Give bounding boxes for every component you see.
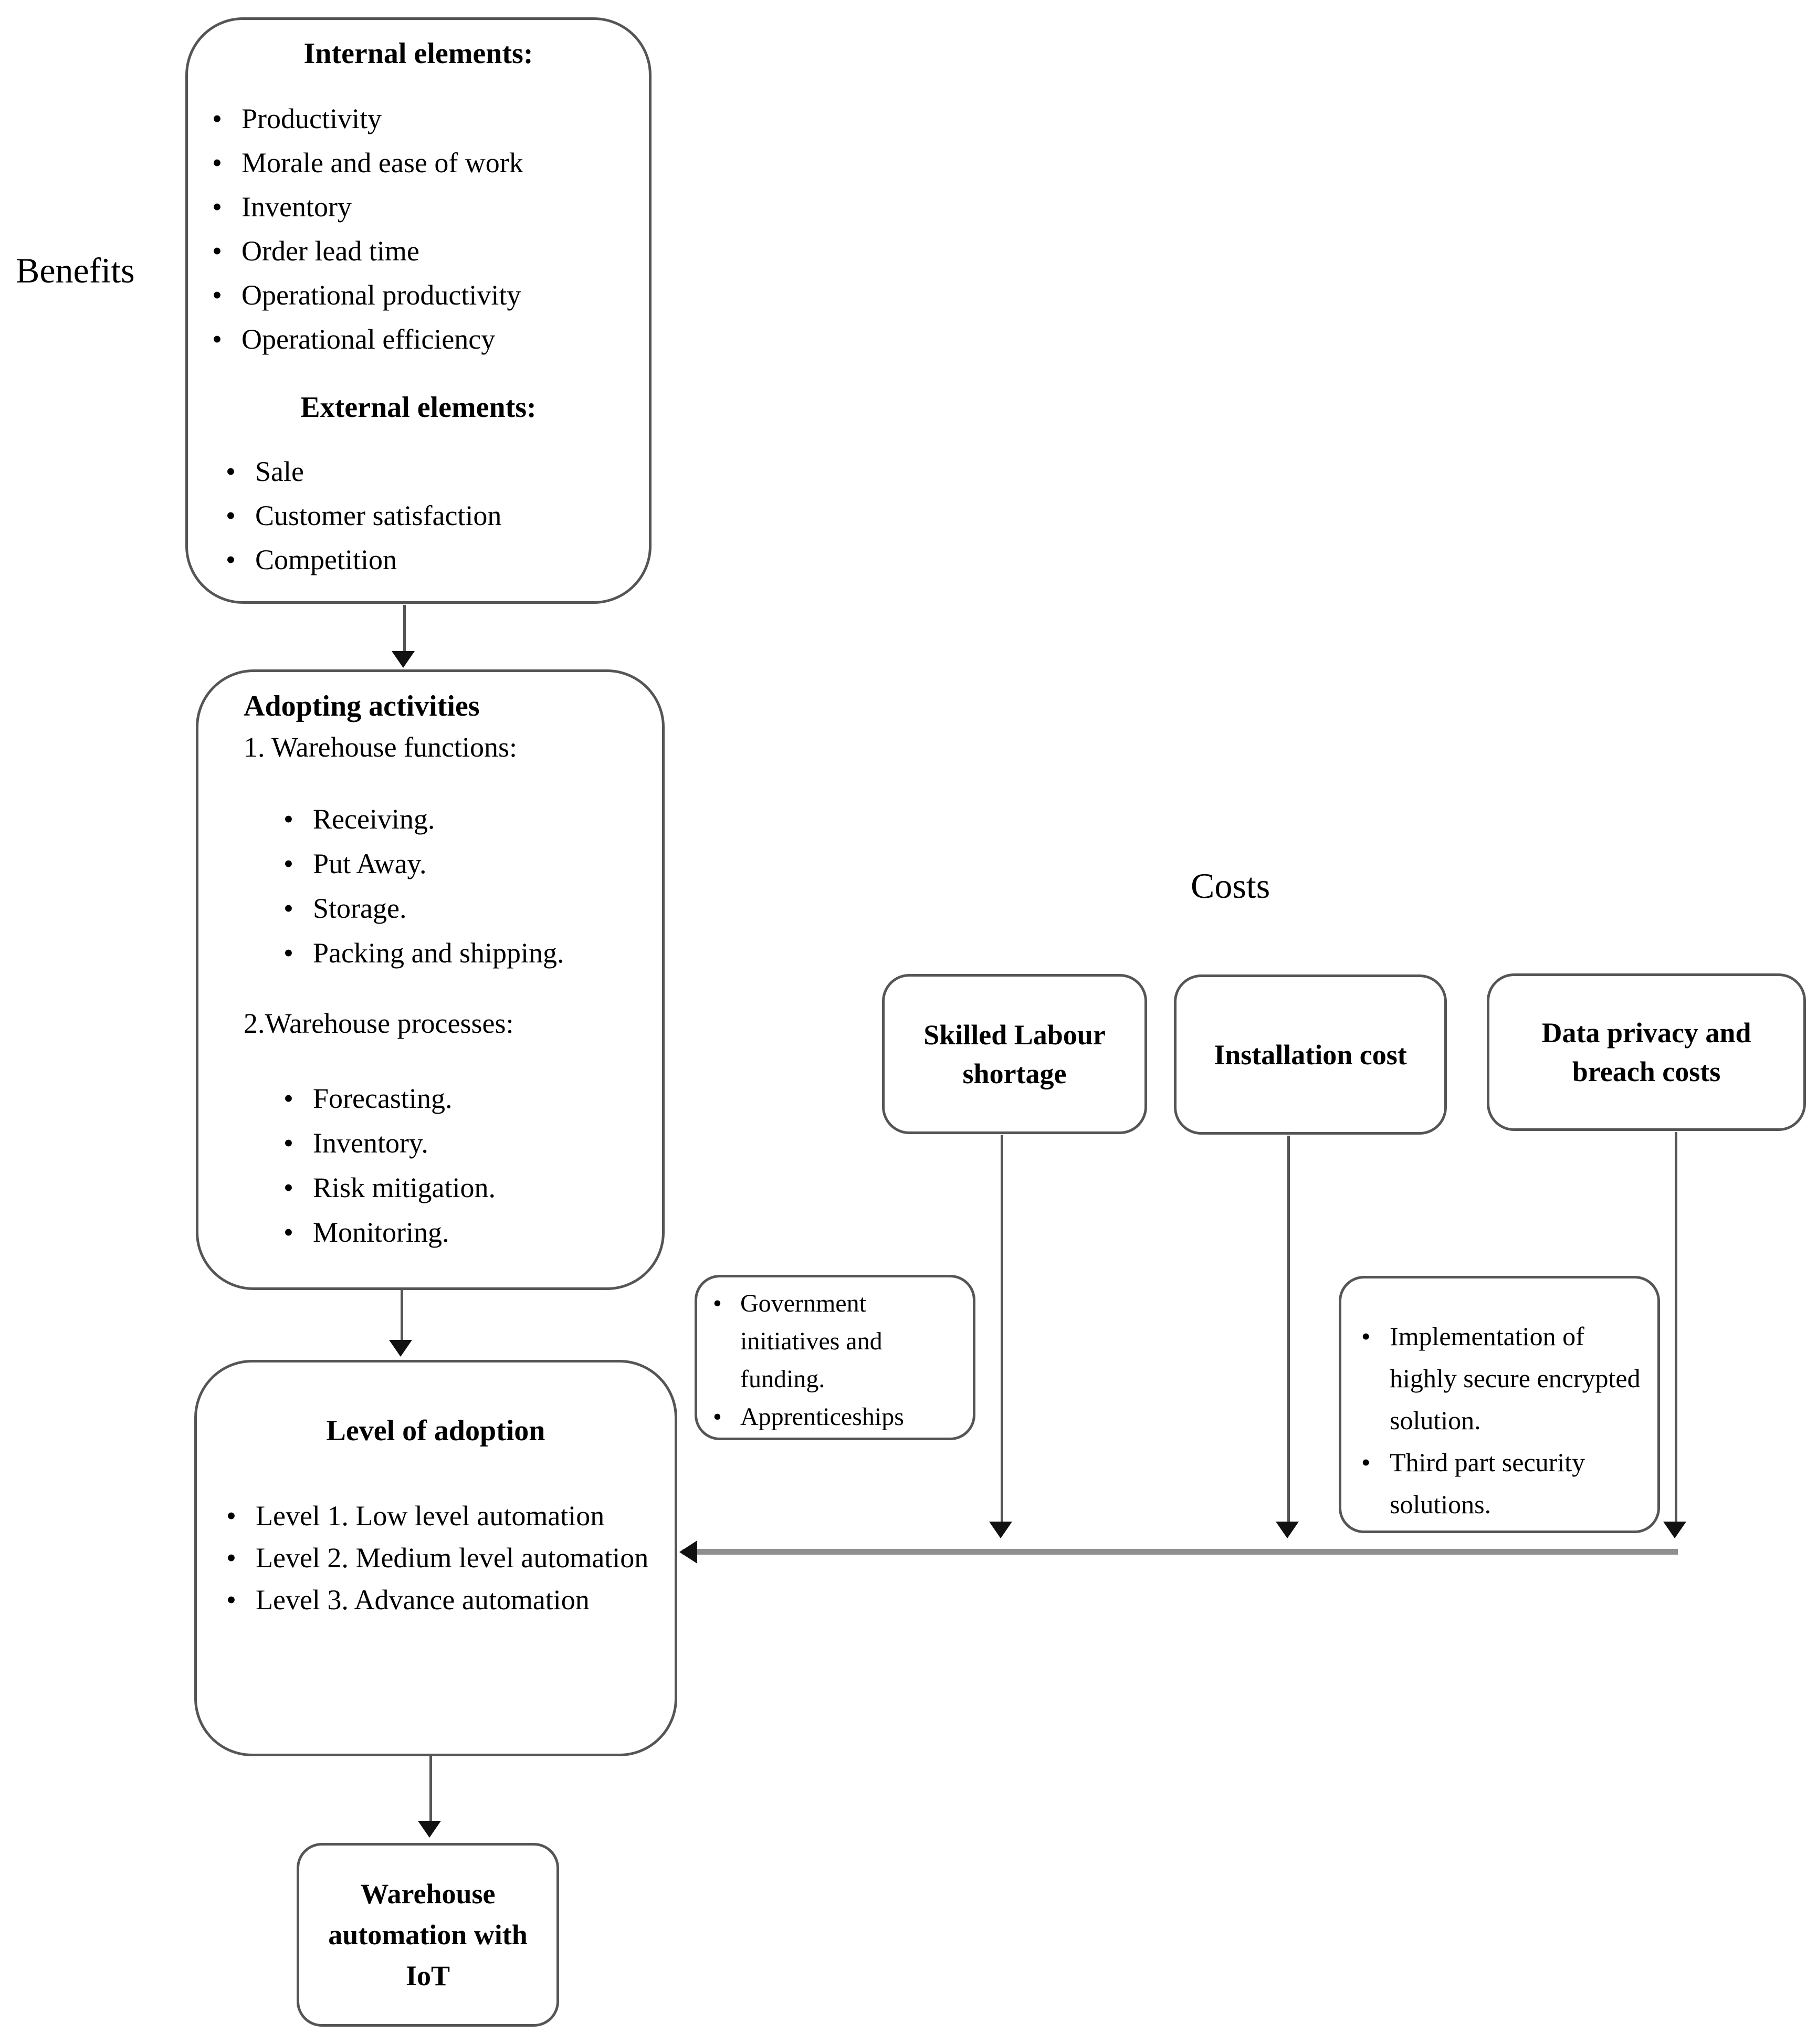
list-item	[209, 229, 628, 273]
privacy-mitigation-note-box	[1339, 1276, 1660, 1533]
list-item	[707, 1285, 963, 1398]
arrowhead-down-icon	[1276, 1522, 1299, 1538]
benefits-elements-box	[185, 17, 652, 604]
list-item	[223, 1537, 659, 1579]
bullet-icon	[713, 1398, 722, 1436]
list-item	[280, 1166, 643, 1210]
list-item	[1354, 1441, 1645, 1525]
list-item-text: Level 3. Advance automation	[256, 1584, 590, 1616]
bullet-icon	[1361, 1441, 1371, 1483]
list-item	[223, 1579, 659, 1621]
list-item-text: Forecasting.	[313, 1083, 453, 1114]
warehouse-functions-list	[280, 797, 643, 976]
list-item-text: Competition	[255, 544, 397, 575]
arrowhead-down-icon	[392, 651, 415, 668]
list-item-text: Morale and ease of work	[241, 147, 523, 179]
list-item-text: Risk mitigation.	[313, 1172, 496, 1203]
list-item-text: Order lead time	[241, 235, 419, 267]
adopting-activities-box	[196, 669, 665, 1290]
arrowhead-down-icon	[1663, 1522, 1686, 1538]
list-item-text: Government initiatives and funding.	[740, 1290, 883, 1393]
connector-data-privacy-down	[1675, 1132, 1677, 1525]
warehouse-automation-iot-box	[297, 1843, 559, 2027]
level-of-adoption-title: Level of adoption	[326, 1414, 545, 1447]
list-item-text: Put Away.	[313, 848, 427, 879]
warehouse-functions-label: 1. Warehouse functions:	[244, 731, 518, 763]
list-item-text: Operational efficiency	[241, 323, 496, 355]
list-item	[280, 1121, 643, 1166]
benefits-label: Benefits	[16, 250, 135, 290]
warehouse-automation-iot-title: Warehouse automation with IoT	[328, 1878, 528, 1991]
external-elements-list	[223, 449, 628, 582]
list-item-text: Implementation of highly secure encrypted solution.	[1390, 1322, 1641, 1435]
list-item-text: Operational productivity	[241, 279, 521, 311]
list-item-text: Level 1. Low level automation	[256, 1500, 605, 1532]
list-item	[209, 317, 628, 361]
bullet-icon	[226, 1495, 236, 1537]
external-elements-heading: External elements:	[300, 391, 537, 424]
list-item	[280, 931, 643, 976]
arrowhead-down-icon	[418, 1821, 441, 1838]
connector-installation-down	[1287, 1136, 1290, 1525]
connector-benefits-to-adopting	[403, 605, 406, 655]
installation-cost-title: Installation cost	[1214, 1039, 1407, 1071]
data-privacy-breach-costs-title: Data privacy and breach costs	[1541, 1017, 1751, 1087]
list-item	[209, 97, 628, 141]
bullet-icon	[283, 1076, 293, 1121]
list-item	[223, 538, 628, 582]
connector-skilled-labour-down	[1001, 1135, 1003, 1525]
list-item-text: Customer satisfaction	[255, 500, 502, 531]
connector-level-to-iot	[429, 1756, 432, 1825]
arrowhead-left-icon	[679, 1540, 697, 1564]
bullet-icon	[226, 1579, 236, 1621]
list-item	[209, 273, 628, 317]
bullet-icon	[212, 185, 222, 229]
list-item	[209, 141, 628, 185]
list-item-text: Level 2. Medium level automation	[256, 1542, 649, 1574]
list-item	[280, 886, 643, 931]
internal-elements-heading: Internal elements:	[303, 37, 533, 70]
list-item	[1354, 1315, 1645, 1441]
labour-mitigation-list	[707, 1285, 963, 1436]
bullet-icon	[283, 1166, 293, 1210]
list-item-text: Inventory	[241, 191, 352, 223]
list-item	[209, 185, 628, 229]
costs-label: Costs	[1191, 866, 1270, 906]
bullet-icon	[212, 273, 222, 317]
bullet-icon	[226, 1537, 236, 1579]
skilled-labour-shortage-box	[882, 974, 1147, 1134]
warehouse-processes-label: 2.Warehouse processes:	[244, 1008, 514, 1039]
connector-costs-to-level	[682, 1549, 1678, 1555]
bullet-icon	[226, 538, 236, 582]
data-privacy-breach-costs-box	[1487, 973, 1806, 1131]
list-item-text: Packing and shipping.	[313, 937, 564, 969]
list-item-text: Inventory.	[313, 1127, 428, 1159]
adopting-activities-title: Adopting activities	[244, 690, 480, 722]
bullet-icon	[212, 141, 222, 185]
list-item	[280, 797, 643, 842]
list-item-text: Monitoring.	[313, 1217, 449, 1248]
list-item	[223, 1495, 659, 1537]
bullet-icon	[283, 1210, 293, 1255]
warehouse-processes-list	[280, 1076, 643, 1255]
privacy-mitigation-list	[1354, 1315, 1645, 1525]
list-item-text: Third part security solutions.	[1390, 1448, 1585, 1519]
bullet-icon	[226, 494, 236, 538]
list-item-text: Receiving.	[313, 803, 435, 835]
bullet-icon	[283, 931, 293, 976]
bullet-icon	[283, 842, 293, 886]
internal-elements-list	[209, 97, 628, 361]
list-item	[280, 1076, 643, 1121]
bullet-icon	[226, 449, 236, 494]
bullet-icon	[212, 229, 222, 273]
labour-mitigation-note-box	[695, 1275, 975, 1440]
bullet-icon	[212, 317, 222, 361]
level-of-adoption-box	[194, 1360, 677, 1756]
list-item-text: Productivity	[241, 103, 382, 134]
installation-cost-box	[1174, 974, 1447, 1135]
bullet-icon	[283, 886, 293, 931]
bullet-icon	[212, 97, 222, 141]
bullet-icon	[1361, 1315, 1371, 1357]
list-item	[223, 494, 628, 538]
bullet-icon	[283, 1121, 293, 1166]
bullet-icon	[283, 797, 293, 842]
list-item	[280, 842, 643, 886]
connector-adopting-to-level	[401, 1290, 403, 1343]
bullet-icon	[713, 1285, 722, 1323]
list-item	[223, 449, 628, 494]
arrowhead-down-icon	[989, 1522, 1012, 1538]
list-item-text: Apprenticeships	[740, 1403, 904, 1431]
skilled-labour-shortage-title: Skilled Labour shortage	[923, 1019, 1106, 1089]
arrowhead-down-icon	[389, 1340, 412, 1357]
list-item-text: Sale	[255, 456, 304, 487]
list-item-text: Storage.	[313, 893, 407, 924]
adoption-levels-list	[223, 1495, 659, 1621]
list-item	[280, 1210, 643, 1255]
list-item	[707, 1398, 963, 1436]
